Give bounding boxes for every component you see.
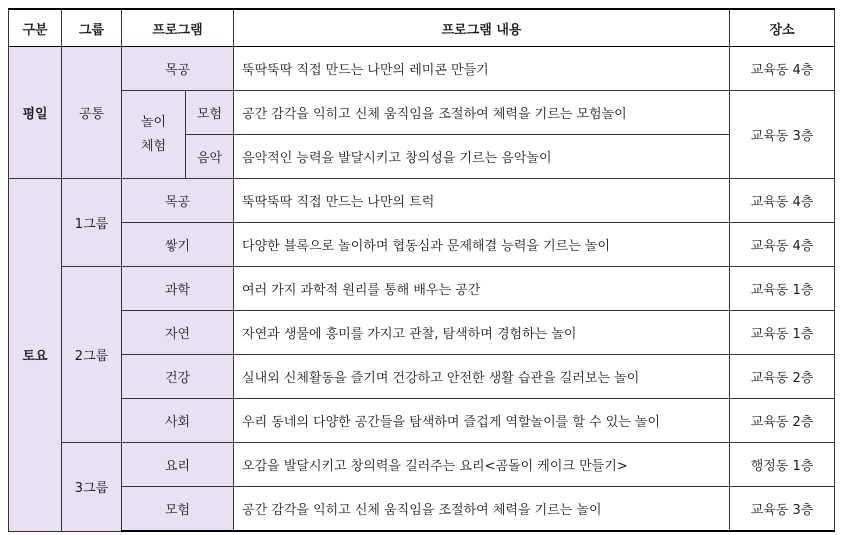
program-cell: 요리 [122,443,234,487]
table-row [9,443,835,487]
table-header-row [9,9,835,47]
place-cell: 교육동 2층 [730,399,835,443]
table-row [9,355,835,399]
header-program: 프로그램 [122,9,234,47]
place-cell: 교육동 2층 [730,355,835,399]
program-cell: 모험 [122,487,234,532]
schedule-table-container [8,8,835,532]
program-cell: 사회 [122,399,234,443]
group-cell-2: 2그룹 [62,267,122,443]
group-cell-1: 1그룹 [62,179,122,267]
place-cell: 교육동 4층 [730,223,835,267]
header-content: 프로그램 내용 [234,9,730,47]
category-cell-saturday: 토요 [9,179,62,532]
place-cell: 교육동 1층 [730,267,835,311]
table-row [9,91,835,135]
program-schedule-table [8,8,835,532]
place-cell: 교육동 1층 [730,311,835,355]
content-cell: 음악적인 능력을 발달시키고 창의성을 기르는 음악놀이 [234,135,730,179]
place-cell: 교육동 3층 [730,487,835,532]
place-cell: 행정동 1층 [730,443,835,487]
content-cell: 자연과 생물에 흥미를 가지고 관찰, 탐색하며 경험하는 놀이 [234,311,730,355]
program-group-cell-play [122,91,186,179]
table-row [9,487,835,532]
program-subcell: 음악 [186,135,234,179]
content-cell: 다양한 블록으로 놀이하며 협동심과 문제해결 능력을 기르는 놀이 [234,223,730,267]
content-cell: 뚝딱뚝딱 직접 만드는 나만의 레미콘 만들기 [234,47,730,91]
program-cell: 목공 [122,179,234,223]
content-cell: 여러 가지 과학적 원리를 통해 배우는 공간 [234,267,730,311]
table-row [9,47,835,91]
program-group-line: 체험 [140,138,167,154]
program-group-line: 놀이 [140,114,167,130]
table-row [9,179,835,223]
table-row [9,223,835,267]
content-cell: 실내외 신체활동을 즐기며 건강하고 안전한 생활 습관을 길러보는 놀이 [234,355,730,399]
program-cell: 쌓기 [122,223,234,267]
content-cell: 우리 동네의 다양한 공간들을 탐색하며 즐겁게 역할놀이를 할 수 있는 놀이 [234,399,730,443]
table-row [9,267,835,311]
table-row [9,399,835,443]
program-subcell: 모험 [186,91,234,135]
program-cell: 목공 [122,47,234,91]
header-category: 구분 [9,9,62,47]
program-cell: 건강 [122,355,234,399]
program-cell: 자연 [122,311,234,355]
header-group: 그룹 [62,9,122,47]
content-cell: 공간 감각을 익히고 신체 움직임을 조절하여 체력을 기르는 놀이 [234,487,730,532]
program-cell: 과학 [122,267,234,311]
category-cell-weekday: 평일 [9,47,62,179]
group-cell-3: 3그룹 [62,443,122,532]
place-cell: 교육동 4층 [730,47,835,91]
content-cell: 공간 감각을 익히고 신체 움직임을 조절하여 체력을 기르는 모험놀이 [234,91,730,135]
content-cell: 오감을 발달시키고 창의력을 길러주는 요리<곰돌이 케이크 만들기> [234,443,730,487]
place-cell: 교육동 3층 [730,91,835,179]
table-row [9,311,835,355]
place-cell: 교육동 4층 [730,179,835,223]
content-cell: 뚝딱뚝딱 직접 만드는 나만의 트럭 [234,179,730,223]
group-cell-common: 공통 [62,47,122,179]
header-place: 장소 [730,9,835,47]
